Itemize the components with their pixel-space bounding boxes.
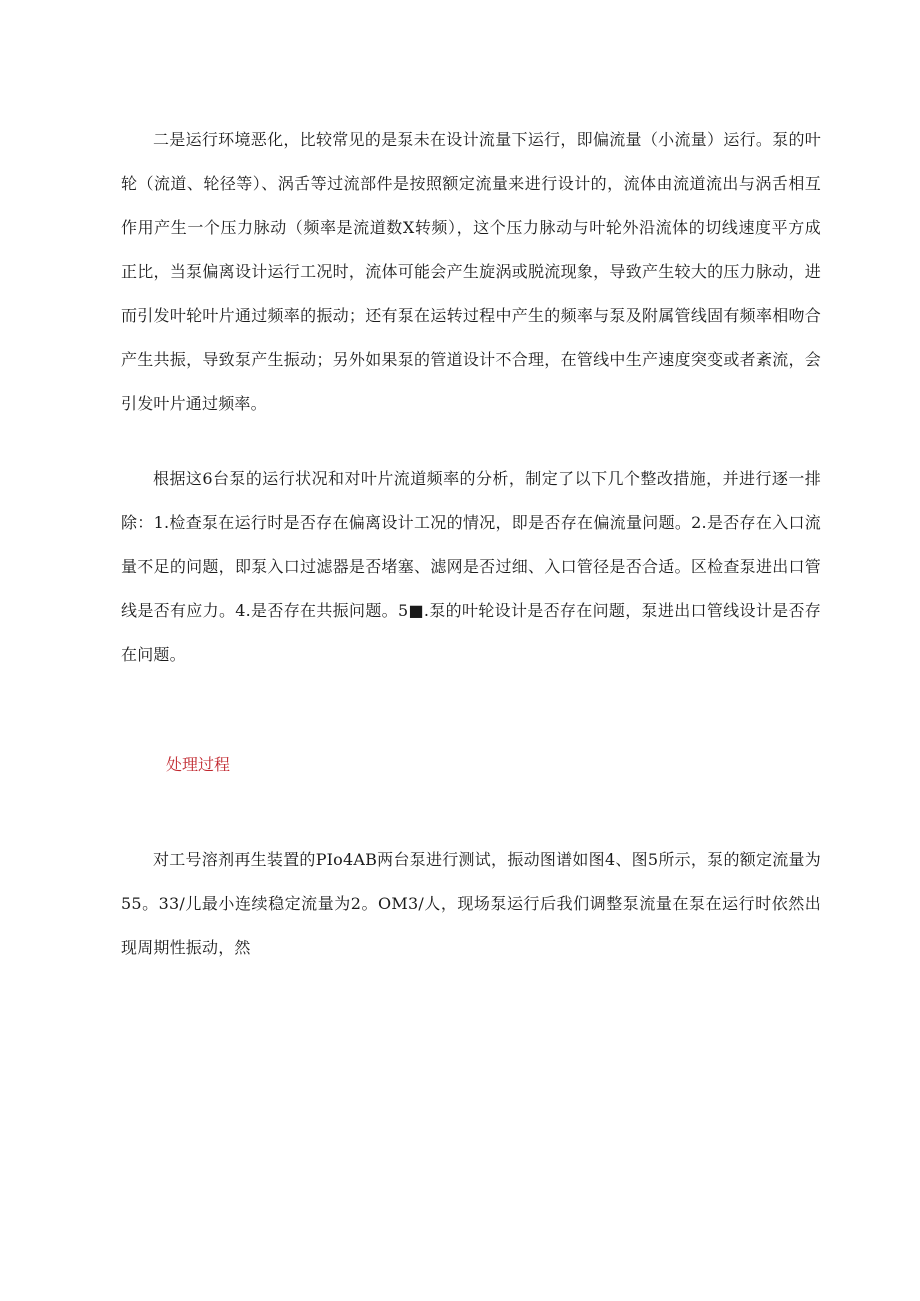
- section-heading: 处理过程: [166, 755, 231, 774]
- body-paragraph-1: 二是运行环境恶化，比较常见的是泵未在设计流量下运行，即偏流量（小流量）运行。泵的叶轮（流道、轮径等）、涡舌等过流部件是按照额定流量来进行设计的，流体由流道流出与涡舌相互作用产生一个压力脉动（频率是流道数X转频），这个压力脉动与叶轮外沿流体的切线速度平方成正比，当泵偏离设计运行工况时，流体可能会产生旋涡或脱流现象，导致产生较大的压力脉动，进而引发叶轮叶片通过频率的振动；还有泵在运转过程中产生的频率与泵及附属管线固有频率相吻合产生共振，导致泵产生振动；另外如果泵的管道设计不合理，在管线中生产速度突变或者紊流，会引发叶片通过频率。: [121, 130, 821, 413]
- body-paragraph-2: 根据这6台泵的运行状况和对叶片流道频率的分析，制定了以下几个整改措施，并进行逐一排除：1.检查泵在运行时是否存在偏离设计工况的情况，即是否存在偏流量问题。2.是否存在入口流量不足的问题，即泵入口过滤器是否堵塞、滤网是否过细、入口管径是否合适。区检查泵进出口管线是否有应力。4.是否存在共振问题。5■.泵的叶轮设计是否存在问题，泵进出口管线设计是否存在问题。: [121, 469, 821, 664]
- body-paragraph-3: 对工号溶剂再生装置的PIo4AB两台泵进行测试，振动图谱如图4、图5所示，泵的额定流量为55。33/儿最小连续稳定流量为2。OM3/人，现场泵运行后我们调整泵流量在泵在运行时依然出现周期性振动，然: [121, 850, 821, 957]
